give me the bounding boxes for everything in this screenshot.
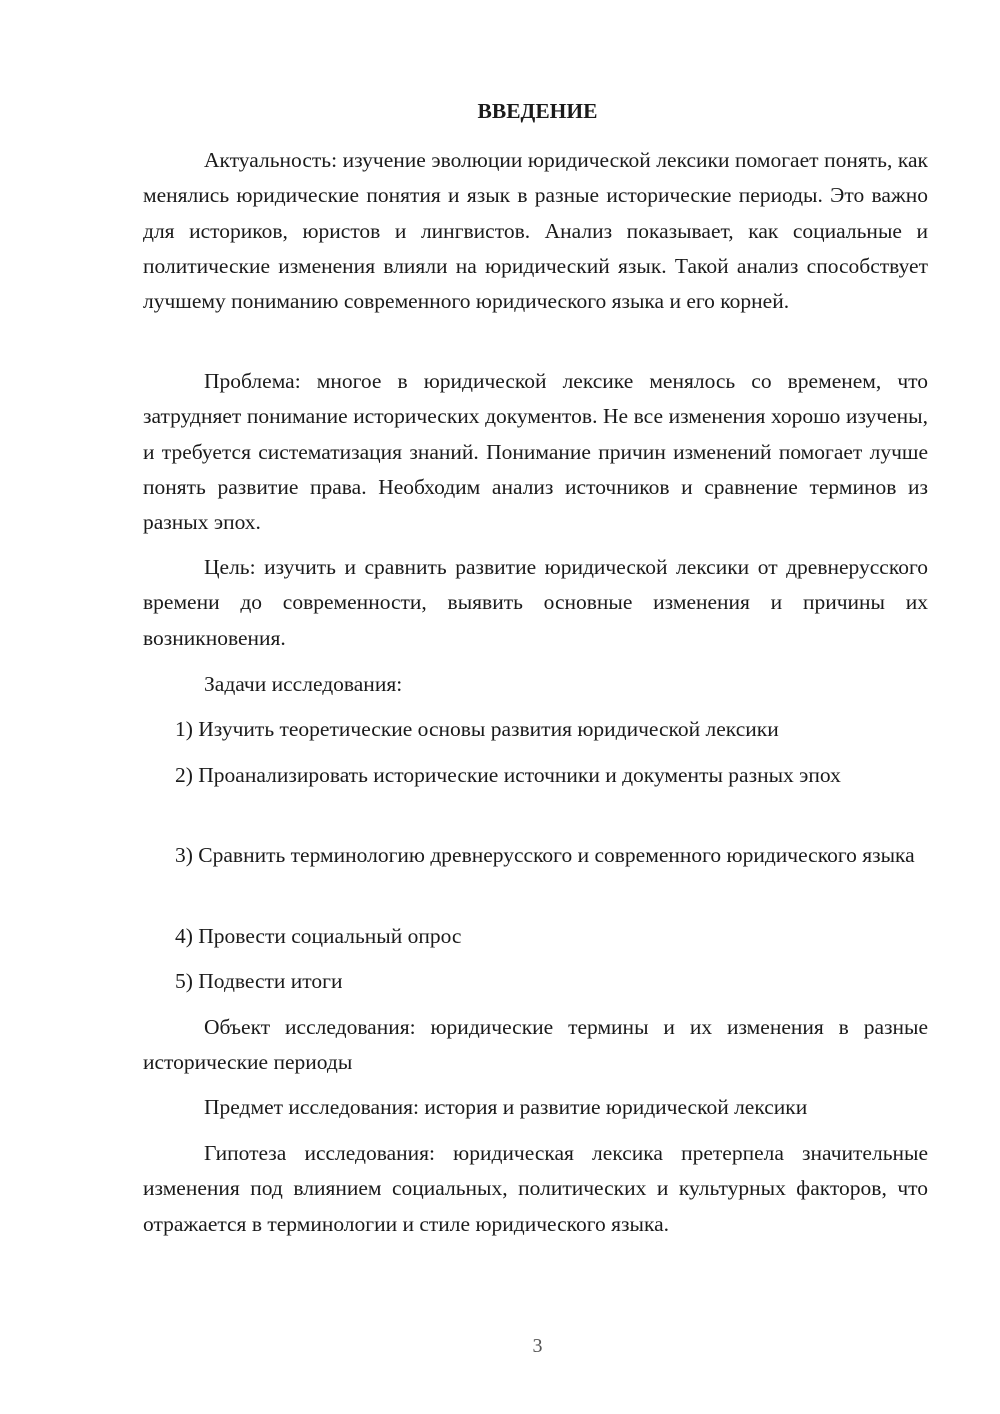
paragraph-object: Объект исследования: юридические термины и их изменения в разные исторические периоды <box>143 1015 928 1075</box>
task-item-4: 4) Провести социальный опрос <box>175 924 462 948</box>
task-item-2: 2) Проанализировать исторические источники и документы разных эпох <box>175 763 841 787</box>
task-item-5: 5) Подвести итоги <box>175 969 343 993</box>
tasks-heading: Задачи исследования: <box>204 672 403 696</box>
paragraph-relevance: Актуальность: изучение эволюции юридической лексики помогает понять, как менялись юридические понятия и язык в разные исторические периоды. Это важно для историков, юристов и лингвистов. Анализ показывает, как социальные и политические изменения влияли на юридический язык. Такой анализ способствует лучшему пониманию современного юридического языка и его корней. <box>143 148 928 314</box>
paragraph-subject: Предмет исследования: история и развитие юридической лексики <box>204 1095 808 1119</box>
section-title: ВВЕДЕНИЕ <box>477 99 598 123</box>
task-item-3: 3) Сравнить терминологию древнерусского и современного юридического языка <box>175 843 915 867</box>
paragraph-hypothesis: Гипотеза исследования: юридическая лексика претерпела значительные изменения под влиянием социальных, политических и культурных факторов, что отражается в терминологии и стиле юридического языка. <box>143 1141 928 1236</box>
task-item-1: 1) Изучить теоретические основы развития юридической лексики <box>175 717 779 741</box>
page-number: 3 <box>532 1335 543 1357</box>
paragraph-goal: Цель: изучить и сравнить развитие юридической лексики от древнерусского времени до современности, выявить основные изменения и причины их возникновения. <box>143 555 928 650</box>
paragraph-problem: Проблема: многое в юридической лексике менялось со временем, что затрудняет понимание исторических документов. Не все изменения хорошо изучены, и требуется систематизация знаний. Понимание причин изменений помогает лучше понять развитие права. Необходим анализ источников и сравнение терминов из разных эпох. <box>143 369 928 535</box>
